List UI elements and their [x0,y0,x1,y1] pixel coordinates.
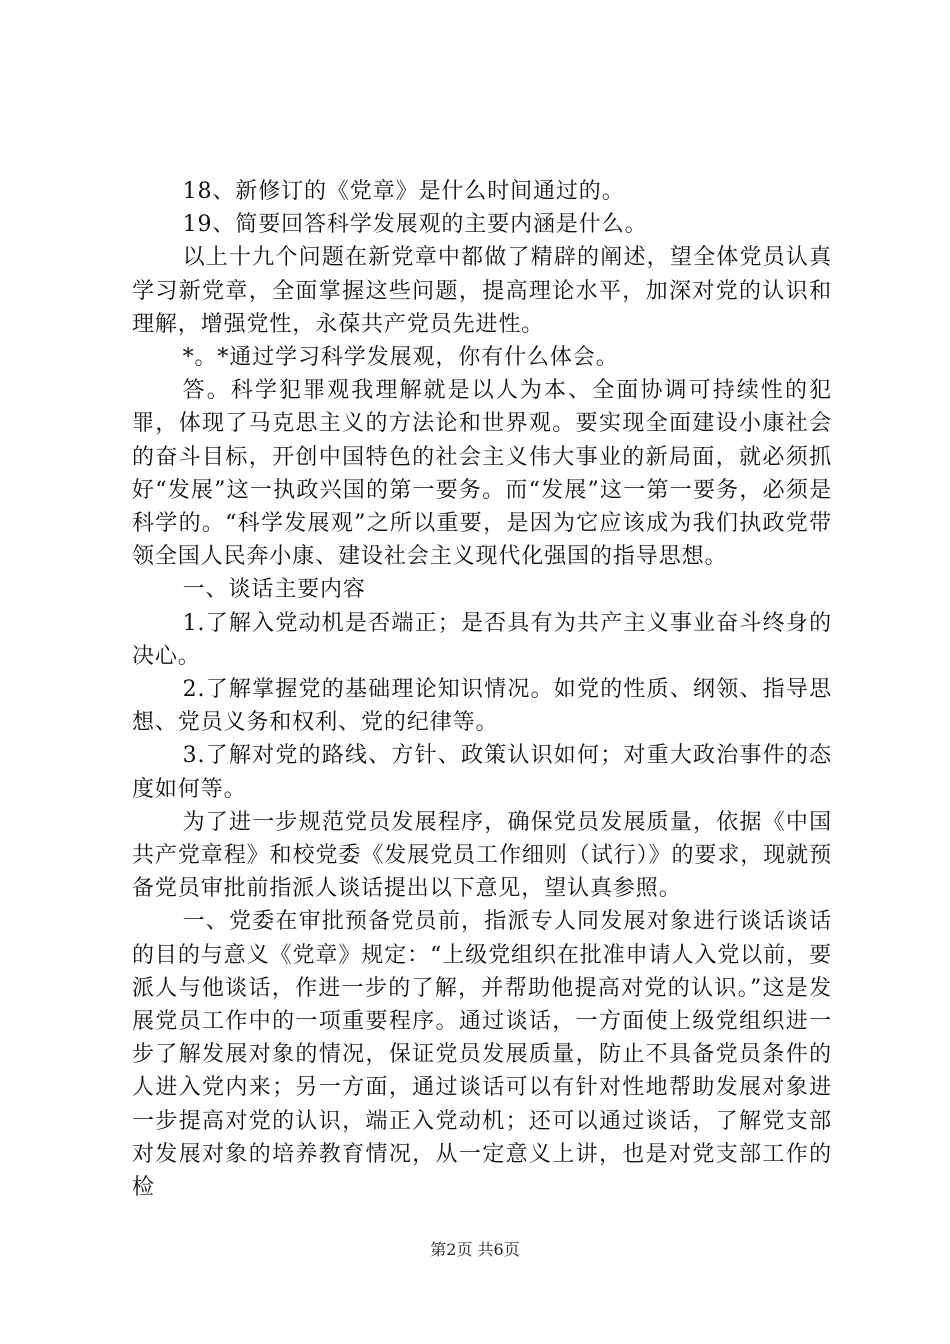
paragraph-answer: 答。科学犯罪观我理解就是以人为本、全面协调可持续性的犯罪，体现了马克思主义的方法论和世界观。要实现全面建设小康社会的奋斗目标，开创中国特色的社会主义伟大事业的新局面，就必须抓好“发展”这一执政兴国的第一要务。而“发展”这一第一要务，必须是科学的。“科学发展观”之所以重要，是因为它应该成为我们执政党带领全国人民奔小康、建设社会主义现代化强国的指导思想。 [132,378,832,570]
page-footer: 第2页 共6页 [430,1240,520,1259]
list-item-2: 2.了解掌握党的基础理论知识情况。如党的性质、纲领、指导思想、党员义务和权利、党的纪律等。 [132,677,832,736]
paragraph-intro: 为了进一步规范党员发展程序，确保党员发展质量，依据《中国共产党章程》和校党委《发展党员工作细则（试行）》的要求，现就预备党员审批前指派人谈话提出以下意见，望认真参照。 [132,809,832,902]
list-item-3: 3.了解对党的路线、方针、政策认识如何；对重大政治事件的态度如何等。 [132,743,832,802]
document-body [132,175,832,1204]
paragraph-question: *。*通过学习科学发展观，你有什么体会。 [182,345,619,371]
section-heading-talk-content: 一、谈话主要内容 [182,577,366,603]
paragraph-q19: 19、简要回答科学发展观的主要内涵是什么。 [182,212,648,238]
paragraph-q18: 18、新修订的《党章》是什么时间通过的。 [182,179,625,204]
paragraph-summary: 以上十九个问题在新党章中都做了精辟的阐述，望全体党员认真学习新党章，全面掌握这些问题，提高理论水平，加深对党的认识和理解，增强党性，永葆共产党员先进性。 [132,245,832,337]
paragraph-purpose: 一、党委在审批预备党员前，指派专人同发展对象进行谈话谈话的目的与意义《党章》规定：“上级党组织在批准申请人入党以前，要派人与他谈话，作进一步的了解，并帮助他提高对党的认识。”这是发展党员工作中的一项重要程序。通过谈话，一方面使上级党组织进一步了解发展对象的情况，保证党员发展质量，防止不具备党员条件的人进入党内来；另一方面，通过谈话可以有针对性地帮助发展对象进一步提高对党的认识，端正入党动机；还可以通过谈话，了解党支部对发展对象的培养教育情况，从一定意义上讲，也是对党支部工作的检 [132,909,832,1201]
list-item-1: 1.了解入党动机是否端正；是否具有为共产主义事业奋斗终身的决心。 [132,610,832,669]
